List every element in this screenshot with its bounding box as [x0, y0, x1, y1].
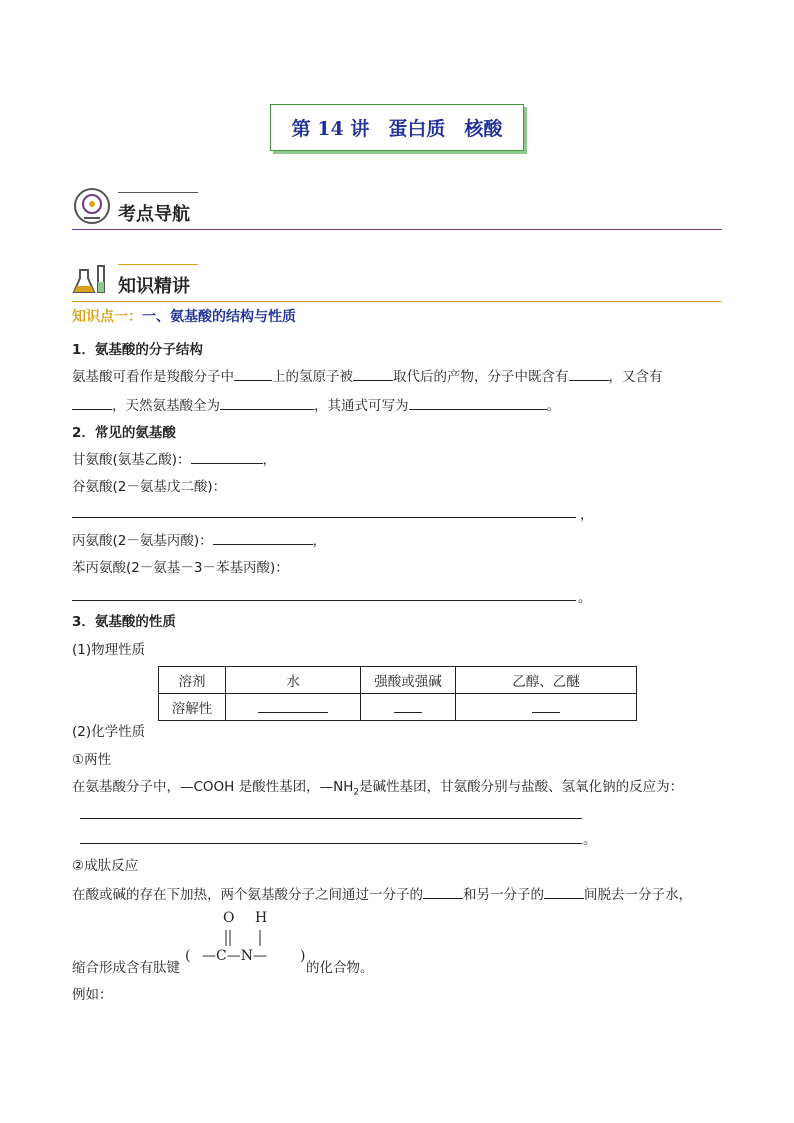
s3-pep-text: [72, 884, 692, 905]
s2-phe: 苯丙氨酸(2－氨基－3－苯基丙酸)：: [72, 560, 289, 576]
section-knowledge-title: 知识精讲: [118, 276, 190, 297]
knowledge-point-label: 知识点一：: [72, 309, 142, 325]
blank-2[interactable]: [353, 366, 393, 381]
blank-5[interactable]: [220, 395, 314, 410]
amph-end: 。: [583, 832, 597, 848]
flask-icon: [72, 258, 112, 298]
section-knowledge-rule: [72, 301, 722, 302]
table-header-cell: 水: [226, 667, 361, 694]
s3-pep: ②成肽反应: [72, 858, 139, 874]
s1-text-c: 取代后的产物，分子中既含有: [393, 369, 569, 385]
s2-heading: 2．常见的氨基酸: [72, 425, 176, 441]
amph-text-a: 在氨基酸分子中，—COOH 是酸性基团，—NH: [72, 779, 354, 795]
pep-text-a: 在酸或碱的存在下加热，两个氨基酸分子之间通过一分子的: [72, 887, 423, 903]
table-row: [159, 694, 637, 721]
peptide-bond-formula: [185, 908, 306, 972]
pep-text-b: 和另一分子的: [463, 887, 544, 903]
gly-blank[interactable]: [191, 449, 263, 464]
table-header-cell: 强酸或强碱: [361, 667, 456, 694]
pep-blank-2[interactable]: [544, 884, 584, 899]
phe-blank-rule[interactable]: [72, 600, 576, 601]
table-header-cell: 乙醇、乙醚: [456, 667, 637, 694]
table-row-label: 溶解性: [159, 694, 226, 721]
water-blank[interactable]: [258, 698, 328, 713]
s1-text-g: 。: [546, 398, 560, 414]
ala-end: ，: [312, 533, 327, 549]
s1-line1: [72, 366, 663, 387]
blank-6[interactable]: [409, 395, 547, 410]
section-nav-rule: [72, 229, 722, 230]
s1-heading: 1．氨基酸的分子结构: [72, 342, 203, 358]
s3-example: 例如：: [72, 987, 113, 1003]
table-cell: [456, 694, 637, 721]
amph-blank-rule-1[interactable]: [80, 818, 582, 819]
s1-text-f: ，其通式可写为: [314, 398, 409, 414]
s3-chem: (2)化学性质: [72, 724, 146, 740]
s1-line2: [72, 395, 560, 416]
knowledge-point-heading: [72, 306, 296, 326]
bond-h: H: [255, 910, 268, 926]
s3-amph-text: [72, 777, 683, 803]
table-cell: [226, 694, 361, 721]
gly-label: 甘氨酸(氨基乙酸)：: [72, 452, 191, 468]
ala-label: 丙氨酸(2－氨基丙酸)：: [72, 533, 213, 549]
s1-text-e: ，天然氨基酸全为: [112, 398, 220, 414]
s2-ala: [72, 530, 326, 551]
s3-amph: ①两性: [72, 752, 112, 768]
amph-sub: 2: [353, 787, 360, 798]
section-nav-topline: [118, 192, 198, 193]
s1-text-b: 上的氢原子被: [272, 369, 353, 385]
section-nav-title: 考点导航: [118, 204, 190, 225]
pep-text-c: 间脱去一分子水，: [584, 887, 692, 903]
ala-blank[interactable]: [213, 530, 313, 545]
s3-pep-text2-b: 的化合物。: [306, 960, 374, 976]
s1-text-d: ，又含有: [608, 369, 663, 385]
phe-end: 。: [578, 590, 592, 606]
section-knowledge-topline: [118, 264, 198, 265]
gly-end: ，: [262, 452, 277, 468]
table-row: [159, 667, 637, 694]
blank-1[interactable]: [234, 366, 272, 381]
glu-end: ，: [580, 507, 594, 523]
amph-text-b: 是碱性基团，甘氨酸分别与盐酸、氢氧化钠的反应为：: [359, 779, 684, 795]
ether-blank[interactable]: [532, 698, 560, 713]
s3-heading: 3．氨基酸的性质: [72, 614, 176, 630]
pep-blank-1[interactable]: [423, 884, 463, 899]
bond-chain: —C—N—: [202, 948, 267, 964]
solubility-table: [158, 666, 637, 721]
blank-4[interactable]: [72, 395, 112, 410]
knowledge-point-title: 一、氨基酸的结构与性质: [142, 309, 296, 325]
acid-base-blank[interactable]: [394, 698, 422, 713]
table-cell: [361, 694, 456, 721]
s2-gly: [72, 449, 276, 470]
s1-text-a: 氨基酸可看作是羧酸分子中: [72, 369, 234, 385]
glu-blank-rule[interactable]: [72, 517, 576, 518]
bond-rparen: ): [300, 948, 306, 964]
s2-glu: 谷氨酸(2－氨基戊二酸)：: [72, 479, 227, 495]
section-nav-header: [72, 186, 722, 230]
lecture-title-box: [270, 104, 524, 151]
s3-pep-text2-a: 缩合形成含有肽键: [72, 960, 180, 976]
bond-o: O: [223, 910, 235, 926]
blank-3[interactable]: [569, 366, 609, 381]
lecture-title: 第 14 讲 蛋白质 核酸: [291, 118, 503, 140]
bond-lparen: (: [185, 948, 191, 964]
section-knowledge-header: [72, 258, 722, 302]
amph-blank-rule-2[interactable]: [80, 843, 582, 844]
table-header-cell: 溶剂: [159, 667, 226, 694]
head-gear-icon: [72, 186, 112, 226]
s3-phys: (1)物理性质: [72, 642, 146, 658]
